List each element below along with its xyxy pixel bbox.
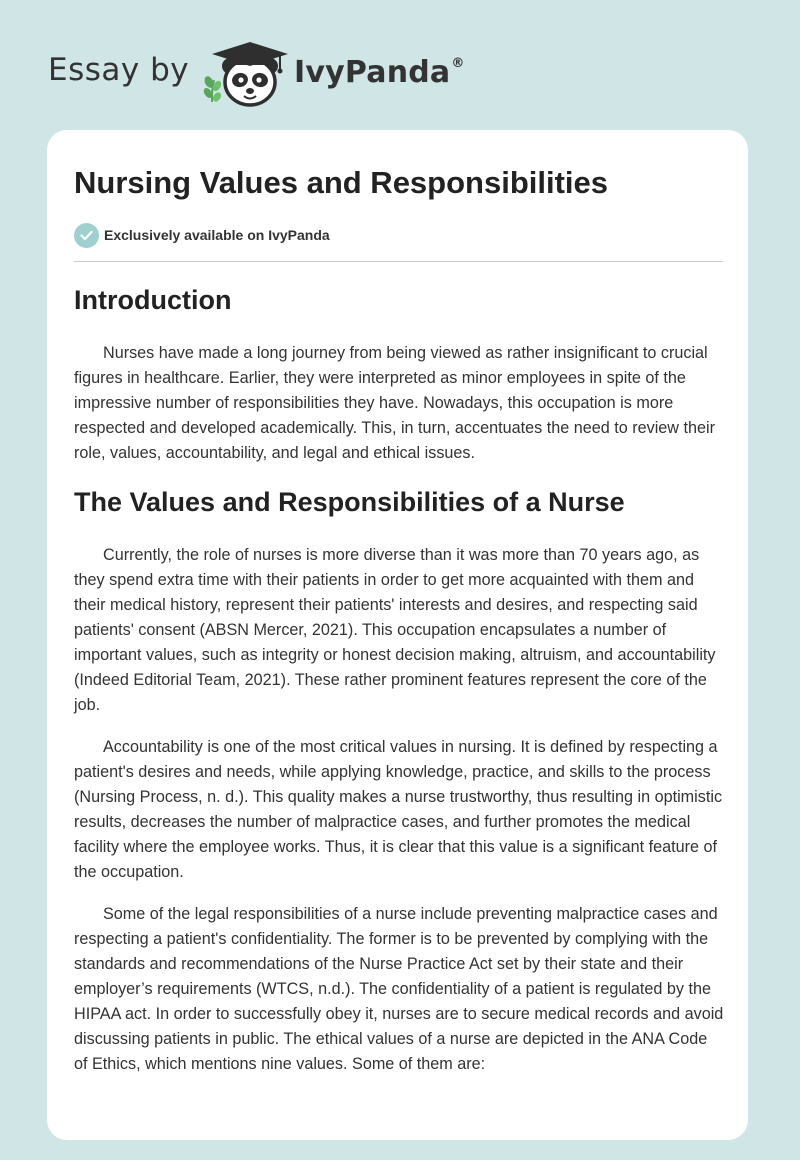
paragraph: Currently, the role of nurses is more diverse than it was more than 70 years ago, as they spend extra time with their patients in order to get more acquainted with them and their medical history, represent their patients' interests and desires, and respecting said patients' consent (ABSN Mercer, 2021). This occupation encapsulates a number of important values, such as integrity or honest decision making, altruism, and accountability (Indeed Editorial Team, 2021). These rather prominent features represent the core of the job.: [74, 546, 716, 714]
paragraph: Accountability is one of the most critical values in nursing. It is defined by respecting a patient's desires and needs, while applying knowledge, practice, and skills to the process (Nursing Process, n. d.). This quality makes a nurse trustworthy, thus resulting in optimistic results, decreases the number of malpractice cases, and further promotes the medical facility where the employee works. Thus, it is clear that this value is a significant feature of the occupation.: [74, 738, 723, 881]
badge-text: Exclusively available on IvyPanda: [104, 227, 330, 243]
brand-name[interactable]: [294, 55, 465, 90]
paragraph: Nurses have made a long journey from being viewed as rather insignificant to crucial figures in healthcare. Earlier, they were interpreted as minor employees in spite of the impressive number of responsibilities they have. Nowadays, this occupation is more respected and developed academically. This, in turn, accentuates the need to review their role, values, accountability, and legal and ethical issues.: [74, 344, 715, 462]
registered-mark: ®: [451, 56, 465, 71]
page-title: Nursing Values and Responsibilities: [74, 165, 609, 200]
panda-logo-icon[interactable]: [200, 36, 292, 110]
section-heading-introduction: Introduction: [74, 285, 232, 315]
essay-card: [47, 130, 748, 1140]
brand-text: IvyPanda: [294, 55, 451, 90]
site-header: [0, 0, 800, 130]
exclusive-badge: [74, 222, 330, 248]
check-icon: [74, 223, 99, 248]
essay-by-label: Essay by: [48, 52, 190, 88]
section-heading-values: The Values and Responsibilities of a Nurse: [74, 487, 625, 517]
divider: [74, 261, 723, 262]
paragraph: Some of the legal responsibilities of a nurse include preventing malpractice cases and respecting a patient's confidentiality. The former is to be prevented by complying with the standards and recommendations of the Nurse Practice Act set by their state and their employer’s requirements (WTCS, n.d.). The confidentiality of a patient is regulated by the HIPAA act. In order to successfully obey it, nurses are to secure medical records and avoid discussing patients in public. The ethical values of a nurse are depicted in the ANA Code of Ethics, which mentions nine values. Some of them are:: [74, 905, 724, 1073]
